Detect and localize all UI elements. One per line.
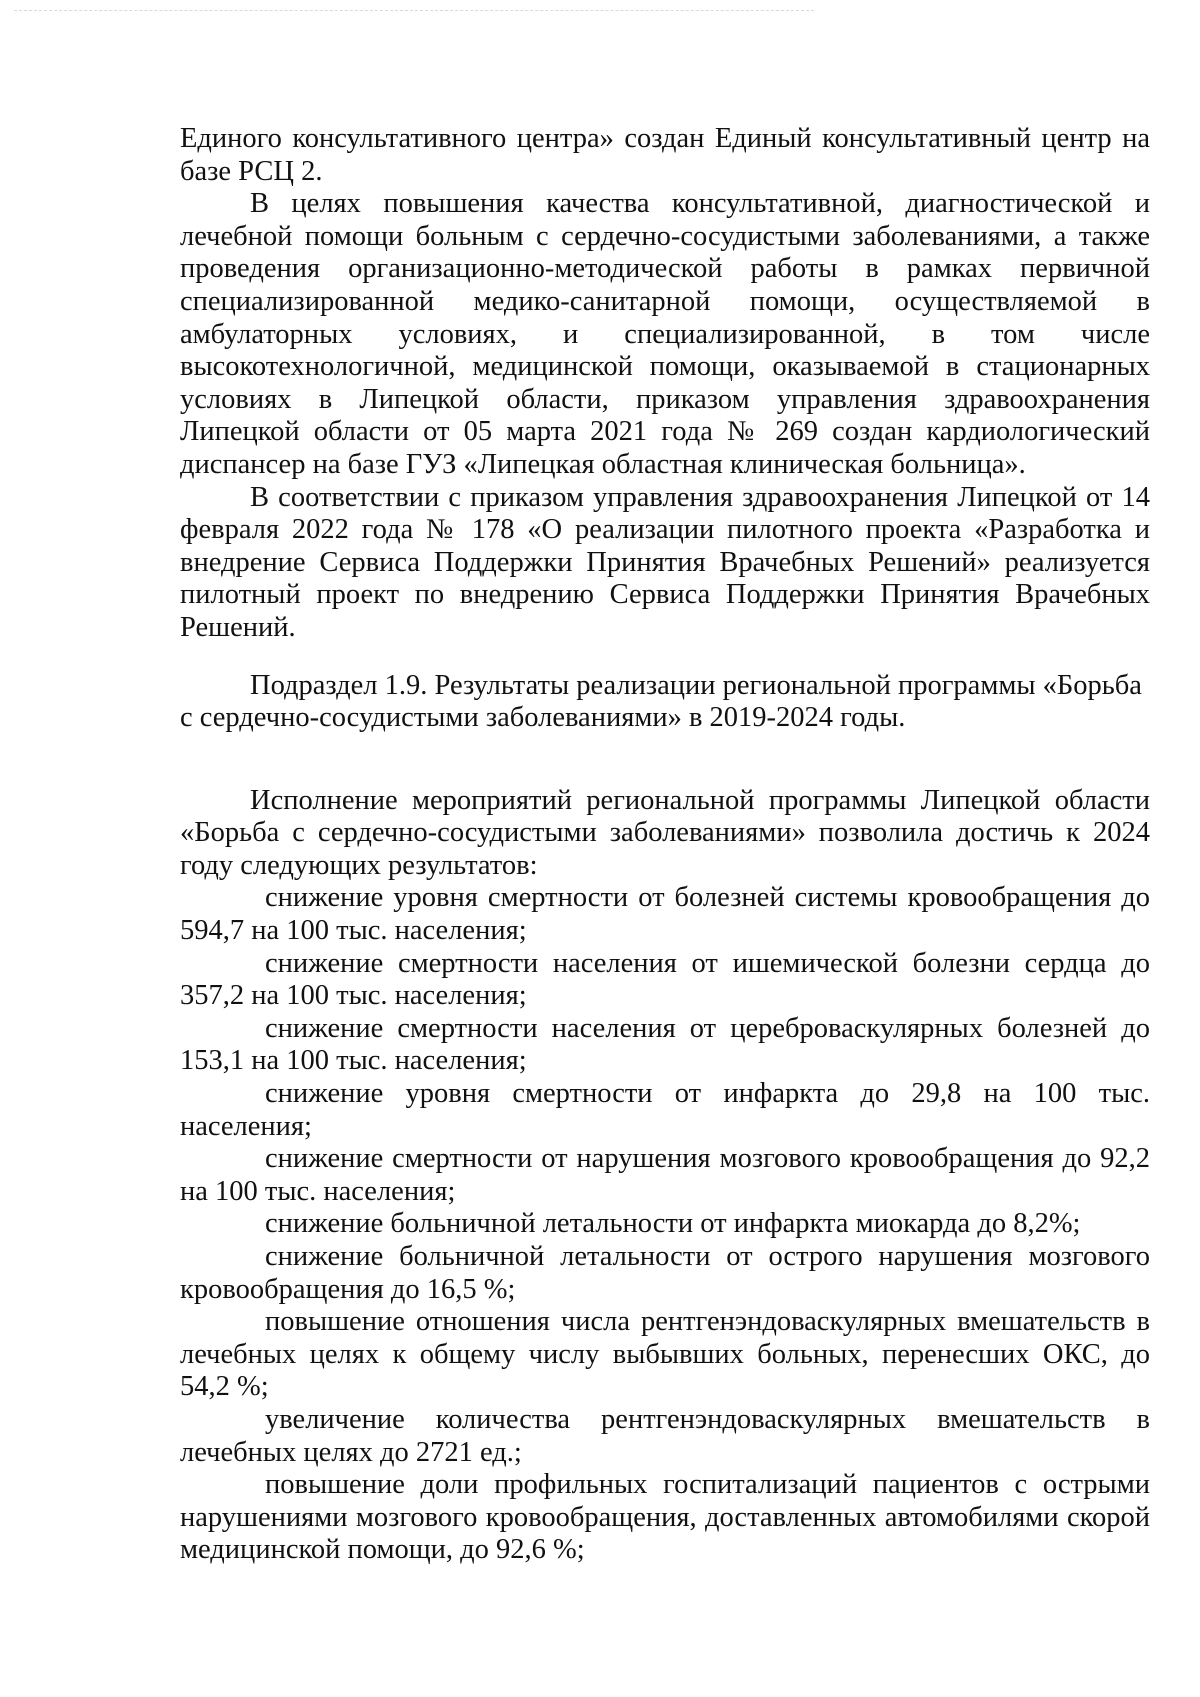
result-item: снижение смертности от нарушения мозгового кровообращения до 92,2 на 100 тыс. населения; <box>180 1143 1150 1207</box>
result-item: снижение больничной летальности от острого нарушения мозгового кровообращения до 16,5 %; <box>180 1241 1150 1305</box>
paragraph-cardiology-dispensary: В целях повышения качества консультативной, диагностической и лечебной помощи больным с сердечно-сосудистыми заболеваниями, а также проведения организационно-методической работы в рамках первичной специализированной медико-санитарной помощи, осуществляемой в амбулаторных условиях, и специализированной, в том числе высокотехнологичной, медицинской помощи, оказываемой в стационарных условиях в Липецкой области, приказом управления здравоохранения Липецкой области от 05 марта 2021 года № 269 создан кардиологический диспансер на базе ГУЗ «Липецкая областная клиническая больница». <box>180 188 1150 480</box>
result-item: снижение смертности населения от ишемической болезни сердца до 357,2 на 100 тыс. населения; <box>180 947 1150 1012</box>
result-item: снижение больничной летальности от инфаркта миокарда до 8,2%; <box>265 1208 1081 1240</box>
section-heading: Подраздел 1.9. Результаты реализации региональной программы «Борьба с сердечно-сосудистыми заболеваниями» в 2019-2024 годы. <box>180 669 1142 734</box>
document-body <box>180 123 1150 1567</box>
result-item: снижение уровня смертности от инфаркта до 29,8 на 100 тыс. населения; <box>180 1078 1150 1142</box>
paragraph-continued: Единого консультативного центра» создан Единый консультативный центр на базе РСЦ 2. <box>180 123 1150 187</box>
result-item: снижение смертности населения от цереброваскулярных болезней до 153,1 на 100 тыс. населения; <box>180 1012 1150 1077</box>
result-item: увеличение количества рентгенэндоваскулярных вмешательств в лечебных целях до 2721 ед.; <box>180 1403 1150 1468</box>
result-item: повышение отношения числа рентгенэндоваскулярных вмешательств в лечебных целях к общему числу выбывших больных, перенесших ОКС, до 54,2 %; <box>180 1306 1150 1403</box>
scan-edge-line <box>14 10 814 12</box>
result-item: повышение доли профильных госпитализаций пациентов с острыми нарушениями мозгового кровообращения, доставленных автомобилями скорой медицинской помощи, до 92,6 %; <box>180 1469 1150 1566</box>
paragraph-results-intro: Исполнение мероприятий региональной программы Липецкой области «Борьба с сердечно-сосудистыми заболеваниями» позволила достичь к 2024 году следующих результатов: <box>180 784 1150 881</box>
result-item: снижение уровня смертности от болезней системы кровообращения до 594,7 на 100 тыс. населения; <box>180 882 1150 947</box>
paragraph-pilot-project: В соответствии с приказом управления здравоохранения Липецкой от 14 февраля 2022 года № 178 «О реализации пилотного проекта «Разработка и внедрение Сервиса Поддержки Принятия Врачебных Решений» реализуется пилотный проект по внедрению Сервиса Поддержки Принятия Врачебных Решений. <box>180 481 1150 643</box>
